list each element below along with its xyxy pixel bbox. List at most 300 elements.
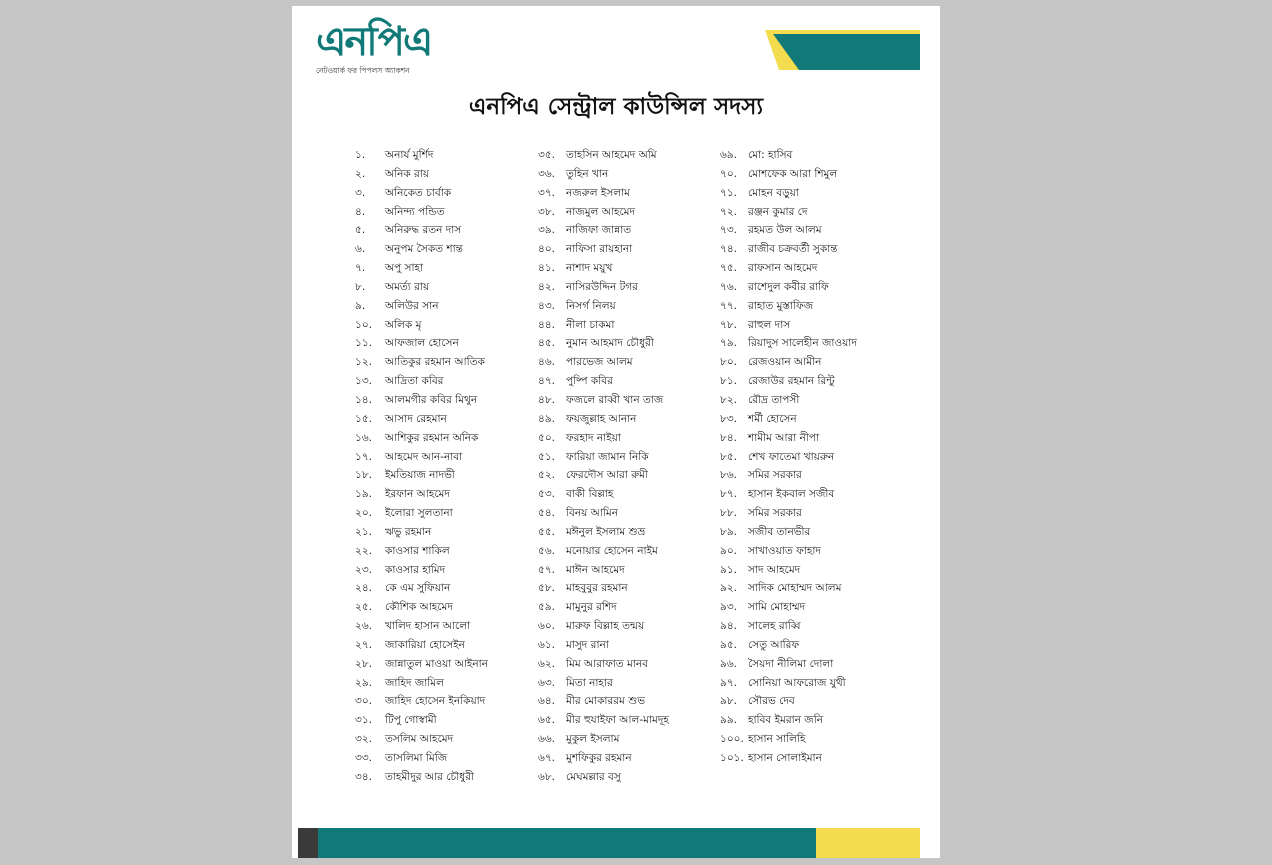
member-item [720,692,920,711]
member-name: মাঈন আহমেদ [566,563,625,576]
member-name: তসলিম আহমেদ [385,733,454,746]
member-number: ৫৫. [538,525,555,538]
member-item [538,692,718,711]
member-number: ৪৪. [538,318,555,331]
member-item [538,221,718,240]
member-item [720,221,920,240]
member-item [720,259,920,278]
member-number: ৯. [355,299,366,312]
member-name: সমির সরকার [748,507,802,520]
member-name: আহমেদ আন-নাবা [385,450,463,463]
member-number: ৩২. [355,733,372,746]
member-item [720,523,920,542]
member-name: সজীব তানভীর [748,525,811,538]
member-item [720,165,920,184]
member-number: ৪৭. [538,375,555,388]
member-item [355,711,525,730]
member-number: ৮৩. [720,412,737,425]
member-number: ৬১. [538,638,555,651]
member-number: ৭৯. [720,337,737,350]
member-name: অনিকেত চার্বাক [385,186,452,199]
bottom-bar-teal [318,828,816,858]
member-item [355,636,525,655]
document-page [292,6,940,858]
member-item [355,730,525,749]
member-name: অলিউর সান [385,299,439,312]
member-name: কৌশিক আহমেদ [385,601,453,614]
member-number: ৮১. [720,375,737,388]
member-item [355,410,525,429]
member-name: হাবিব ইমরান জনি [748,714,823,727]
member-number: ১৭. [355,450,372,463]
member-item [538,561,718,580]
member-number: ৯৪. [720,620,737,633]
member-item [720,504,920,523]
member-number: ২৪. [355,582,372,595]
member-name: সৈয়দা নীলিমা দোলা [748,657,834,670]
member-name: মনোয়ার হোসেন নাইম [566,544,658,557]
member-number: ৯০. [720,544,737,557]
member-name: অনিরুদ্ধ রতন দাস [385,224,462,237]
member-name: অনার্য মুর্শিদ [385,149,434,161]
member-name: ফেরদৌস আরা রুমী [566,469,649,482]
member-name: সামি মোহাম্মদ [748,601,806,614]
member-column-1 [355,146,525,787]
member-number: ৪০. [538,243,555,256]
member-name: ইলোরা সুলতানা [385,507,453,520]
member-item [538,523,718,542]
member-item [355,221,525,240]
member-name: সৌরভ দেব [748,695,795,708]
member-name: আসাদ রেহমান [385,412,447,425]
member-number: ৭৭. [720,299,737,312]
member-name: নিসর্গ নিলয় [566,299,616,312]
member-item [355,598,525,617]
member-item [355,372,525,391]
member-name: শর্মী হোসেন [748,412,797,425]
member-item [538,278,718,297]
member-number: ৮৪. [720,431,737,444]
member-name: কাওসার হামিদ [385,563,446,576]
member-number: ৭০. [720,167,737,180]
member-number: ৫০. [538,431,555,444]
member-number: ৭৪. [720,243,737,256]
member-item [538,203,718,222]
member-name: আদ্রিতা কবির [385,375,444,388]
member-item [355,674,525,693]
member-item [538,485,718,504]
member-number: ৮৮. [720,507,737,520]
member-name: জান্নাতুল মাওয়া আইনান [385,657,488,670]
member-item [720,636,920,655]
member-number: ৮. [355,280,366,293]
member-name: ফরহাদ নাইয়া [566,431,621,444]
member-number: ২. [355,167,366,180]
member-item [355,297,525,316]
member-name: সালেহ রাব্বি [748,620,801,633]
member-item [538,617,718,636]
member-number: ১৬. [355,431,372,444]
member-name: রেজাউর রহমান রিন্টু [748,375,835,388]
member-number: ৬২. [538,657,555,670]
member-item [355,259,525,278]
member-number: ২৮. [355,657,372,670]
member-number: ৬৩. [538,676,555,689]
member-item [720,674,920,693]
member-number: ৩০. [355,695,372,708]
member-name: মঈনুল ইসলাম শুভ্র [566,525,646,538]
member-item [355,391,525,410]
member-number: ৭১. [720,186,737,199]
member-name: শামীম আরা নীপা [748,431,820,444]
member-item [355,485,525,504]
member-number: ৩৫. [538,149,555,161]
member-number: ৬৮. [538,770,555,783]
member-number: ৬৯. [720,149,737,161]
member-number: ২৩. [355,563,372,576]
member-item [720,410,920,429]
member-number: ৪১. [538,262,555,275]
member-name: ইরফান আহমেদ [385,488,450,501]
member-number: ৬৭. [538,752,555,764]
member-item [355,542,525,561]
member-name: ফয়জুল্লাহ আনান [566,412,637,425]
member-item [538,448,718,467]
member-number: ৯৫. [720,638,737,651]
member-name: রাহাত মুস্তাফিজ [748,299,814,312]
member-item [355,203,525,222]
member-item [538,353,718,372]
member-name: হাসান সোলাইমান [748,752,822,764]
member-column-3 [720,146,920,768]
member-name: আশিকুর রহমান অনিক [385,431,479,444]
member-item [355,184,525,203]
member-item [538,598,718,617]
member-name: সেতু আরিফ [748,638,800,651]
member-item [720,730,920,749]
member-name: সাদিক মোহাম্মদ আলম [748,582,842,595]
member-number: ৫৮. [538,582,555,595]
member-name: রৌদ্র তাপসী [748,393,800,406]
member-number: ৯৬. [720,657,737,670]
member-name: অপু সাহা [385,262,424,275]
member-number: ৫১. [538,450,555,463]
member-item [538,297,718,316]
member-number: ৭৫. [720,262,737,275]
member-number: ৩১. [355,714,372,727]
member-number: ৬৬. [538,733,555,746]
member-name: মেঘমল্লার বসু [566,770,621,783]
member-item [538,372,718,391]
member-number: ৪৬. [538,356,555,369]
member-name: পুষ্পি কবির [566,375,613,388]
member-item [355,655,525,674]
member-number: ৮৫. [720,450,737,463]
member-name: রেজওয়ান আমীন [748,356,822,369]
member-number: ৭২. [720,205,737,218]
member-item [538,165,718,184]
member-name: মিম আরাফাত মানব [566,657,648,670]
member-number: ৫৭. [538,563,555,576]
member-name: রিয়াদুস সালেহীন জাওয়াদ [748,337,857,350]
member-number: ৩৬. [538,167,555,180]
member-item [538,146,718,165]
member-number: ৯১. [720,563,737,576]
member-number: ৫২. [538,469,555,482]
member-number: ৪২. [538,280,555,293]
member-item [355,768,525,787]
member-item [538,259,718,278]
member-item [720,334,920,353]
member-item [355,334,525,353]
member-item [720,184,920,203]
member-item [720,711,920,730]
member-number: ৬৫. [538,714,555,727]
logo-tagline: নেটওয়ার্ক ফর পিপলস অ্যাকশন [316,66,410,75]
member-number: ১৫. [355,412,372,425]
member-number: ২৬. [355,620,372,633]
member-number: ৬০. [538,620,555,633]
bottom-bar-dark [298,828,318,858]
member-item [538,579,718,598]
member-item [538,410,718,429]
member-number: ৪৯. [538,412,555,425]
member-name: বাকী বিল্লাহ [566,488,614,501]
document-title: এনপিএ সেন্ট্রাল কাউন্সিল সদস্য [468,94,764,120]
member-name: অনুপম সৈকত শান্ত [385,243,463,256]
member-name: কে এম সুফিয়ান [385,582,451,595]
member-item [355,353,525,372]
member-name: জাহিদ হোসেন ইনকিয়াদ [385,695,486,708]
member-number: ৭. [355,262,366,275]
member-number: ২৭. [355,638,372,651]
member-number: ৯৭. [720,676,737,689]
member-number: ৫৪. [538,507,555,520]
member-item [538,334,718,353]
member-name: আলমগীর কবির মিথুন [385,393,478,406]
member-name: সাখাওয়াত ফাহাদ [748,544,821,557]
member-item [538,316,718,335]
member-name: রাহুল দাস [748,318,791,331]
member-name: জাকারিয়া হোসেইন [385,638,465,651]
member-name: ফজলে রাব্বী খান তাজ [566,393,664,406]
member-name: নুমান আহমাদ চৌধুরী [566,337,654,350]
member-item [720,203,920,222]
member-item [720,579,920,598]
member-number: ৯৩. [720,601,737,614]
member-number: ৩. [355,186,366,199]
member-number: ১০. [355,318,372,331]
member-name: সমির সরকার [748,469,802,482]
member-name: রাজীব চক্রবর্তী সুকান্ত [748,243,838,256]
member-name: ঋভু রহমান [385,525,432,538]
member-item [538,655,718,674]
member-item [355,316,525,335]
member-number: ৫৬. [538,544,555,557]
member-number: ২৯. [355,676,372,689]
member-item [720,353,920,372]
member-number: ৩৭. [538,186,555,199]
member-item [355,146,525,165]
member-item [355,466,525,485]
member-name: জাহিদ জামিল [385,676,444,689]
member-item [720,372,920,391]
member-name: অনিক রায় [385,167,430,180]
member-name: শেখ ফাতেমা খায়রুন [748,450,835,463]
member-number: ৫. [355,224,366,237]
member-name: মাহবুবুর রহমান [566,582,628,595]
member-name: কাওসার শাকিল [385,544,450,557]
member-number: ৪৫. [538,337,555,350]
member-item [355,561,525,580]
member-name: ফারিয়া জামান নিকি [566,450,649,463]
member-item [720,655,920,674]
member-name: নজরুল ইসলাম [566,186,630,199]
member-number: ৭৬. [720,280,737,293]
member-number: ৫৯. [538,601,555,614]
member-name: অলিক মৃ [385,318,422,331]
member-number: ৩৩. [355,752,372,764]
member-number: ১৩. [355,375,372,388]
member-column-2 [538,146,718,787]
member-name: নাফিসা রায়হানা [566,243,633,256]
member-name: তাহমীদুর আর চৌধুরী [385,770,474,783]
member-item [355,429,525,448]
member-name: মীর হুযাইফা আল-মামদূহ [566,714,669,727]
member-item [538,730,718,749]
member-number: ৪৩. [538,299,555,312]
member-item [720,598,920,617]
member-number: ২০. [355,507,372,520]
member-name: মামুনুর রশিদ [566,601,617,614]
bottom-bar-yellow [816,828,920,858]
member-name: রঞ্জন কুমার দে [748,205,808,218]
member-item [720,749,920,768]
member-name: নাশাদ ময়ুখ [566,262,613,275]
member-number: ৩৪. [355,770,372,783]
member-item [538,711,718,730]
member-item [538,749,718,768]
member-number: ৯২. [720,582,737,595]
member-item [538,768,718,787]
member-name: সাদ আহমেদ [748,563,801,576]
member-name: হাসান সালিহি [748,733,806,746]
member-number: ১. [355,149,366,161]
member-number: ৭৮. [720,318,737,331]
member-number: ২১. [355,525,372,538]
member-name: মারুফ বিল্লাহ তন্ময় [566,620,645,633]
member-item [355,165,525,184]
member-item [538,674,718,693]
member-number: ৬৪. [538,695,555,708]
member-item [538,504,718,523]
member-name: হাসান ইকবাল সজীব [748,488,835,501]
member-number: ৮৭. [720,488,737,501]
member-item [720,240,920,259]
member-name: নাজমুল আহমেদ [566,205,636,218]
member-item [720,146,920,165]
member-item [720,561,920,580]
member-number: ১৯. [355,488,372,501]
member-item [538,429,718,448]
member-name: মোহন বড়ুয়া [748,186,799,199]
member-item [720,448,920,467]
member-name: তাসলিমা মিজি [385,752,448,764]
member-name: মীর মোকাররম শুভ [566,695,646,708]
member-item [538,636,718,655]
member-name: মো: হাসিব [748,149,793,161]
member-item [355,240,525,259]
member-number: ১২. [355,356,372,369]
member-number: ৮৬. [720,469,737,482]
member-name: মুশফিকুর রহমান [566,752,632,764]
top-accent-stripe [765,28,921,72]
member-name: বিনয় আমিন [566,507,618,520]
member-item [538,240,718,259]
member-name: রাফসান আহমেদ [748,262,818,275]
member-number: ২৫. [355,601,372,614]
member-item [355,617,525,636]
member-name: সোনিয়া আফরোজ যুথী [748,676,846,689]
member-number: ৮৯. [720,525,737,538]
member-name: আতিকুর রহমান আতিক [385,356,485,369]
member-name: রাশেদুল কবীর রাফি [748,280,829,293]
member-item [720,297,920,316]
member-name: তুহিন খান [566,167,609,180]
member-item [720,617,920,636]
member-name: নীলা চাকমা [566,318,615,331]
member-item [355,278,525,297]
member-number: ৯৯. [720,714,737,727]
member-number: ৮২. [720,393,737,406]
member-item [538,391,718,410]
member-name: নাসিরউদ্দিন টগর [566,280,638,293]
member-item [720,391,920,410]
member-item [720,429,920,448]
member-item [355,448,525,467]
member-name: পারভেজ আলম [566,356,633,369]
member-number: ৪৮. [538,393,555,406]
member-item [720,278,920,297]
member-number: ৮০. [720,356,737,369]
member-name: নাজিফা জান্নাত [566,224,632,237]
member-number: ১১. [355,337,372,350]
member-item [720,466,920,485]
logo-mark: এনপিএ [316,19,432,65]
member-number: ১০০. [720,733,744,746]
member-item [720,542,920,561]
member-item [355,579,525,598]
member-number: ৭৩. [720,224,737,237]
member-name: মুকুল ইসলাম [566,733,620,746]
member-name: তাহসিন আহমেদ অমি [566,149,657,161]
member-number: ১৮. [355,469,372,482]
member-name: আফজাল হোসেন [385,337,459,350]
member-number: ১০১. [720,752,744,764]
member-name: টিপু গোস্বামী [385,714,437,727]
member-item [538,466,718,485]
member-number: ২২. [355,544,372,557]
member-name: রহমত উল আলম [748,224,822,237]
member-item [355,692,525,711]
member-item [538,542,718,561]
member-name: মাসুদ রানা [566,638,609,651]
member-number: ৪. [355,205,366,218]
member-item [355,749,525,768]
member-name: অমর্ত্য রায় [385,280,430,293]
member-item [355,504,525,523]
npa-logo [316,19,432,78]
